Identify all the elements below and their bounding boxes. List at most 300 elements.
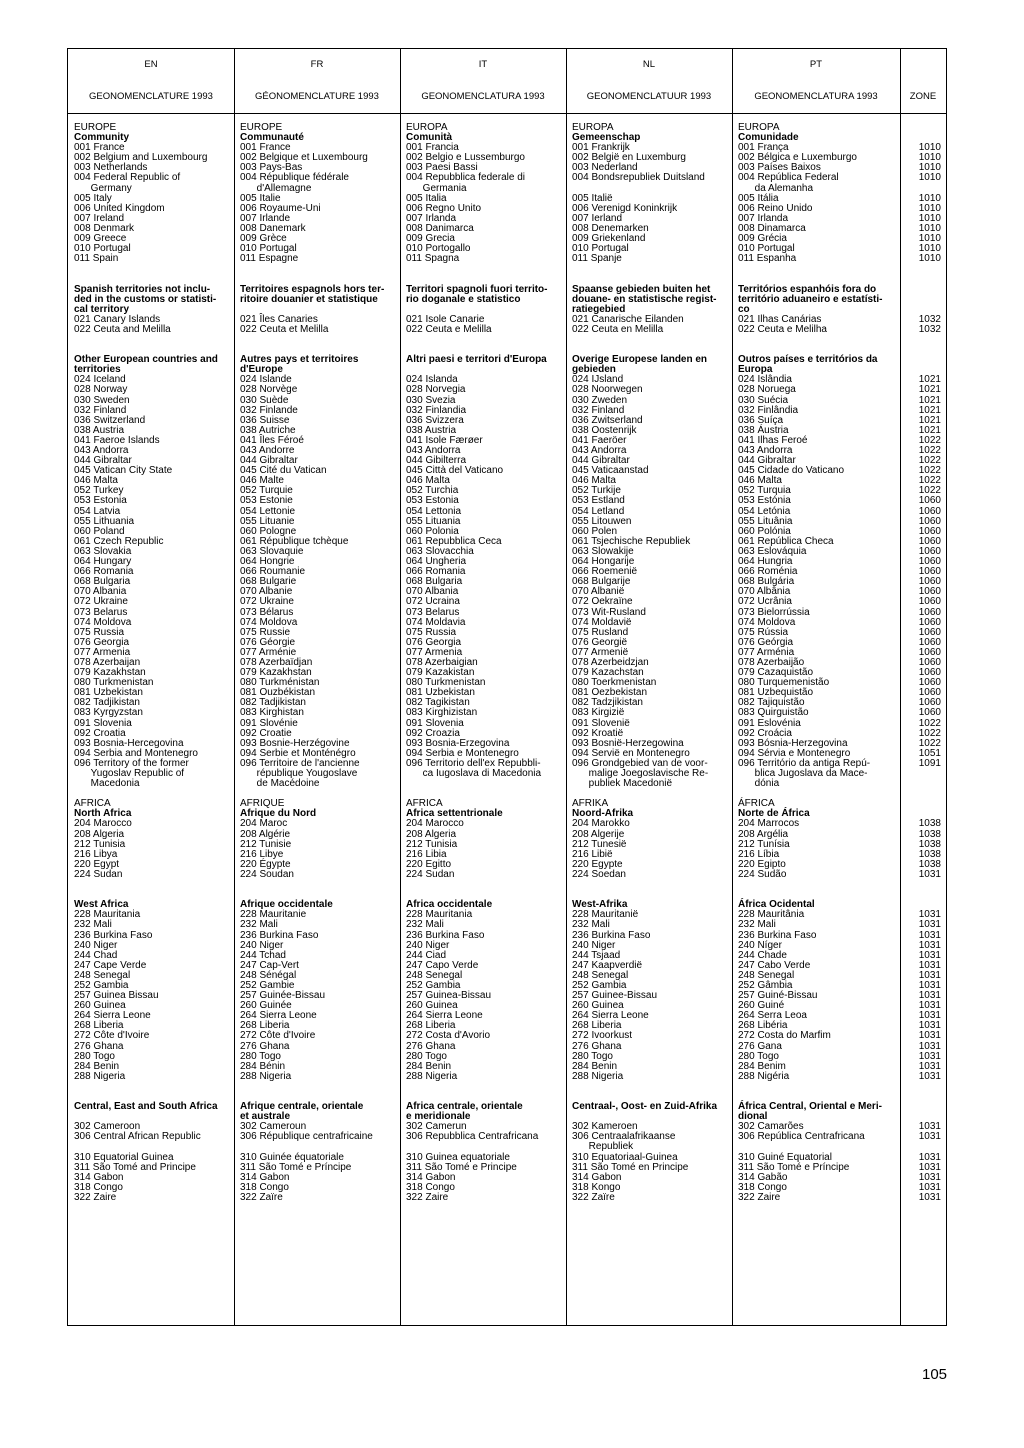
spacer — [738, 335, 882, 345]
page-number: 105 — [922, 1366, 948, 1383]
country-entry: 220 Egipto — [738, 858, 786, 870]
country-entry: 310 Equatorial Guinea — [74, 1151, 174, 1163]
zone-code — [905, 799, 941, 809]
country-entry: 208 Algeria — [406, 828, 457, 840]
country-entry: 314 Gabon — [74, 1171, 124, 1183]
country-entry: 044 Gibraltar — [74, 455, 132, 467]
zone-code: 1010 — [918, 172, 941, 184]
country-entry: 082 Tadjikistan — [240, 697, 306, 709]
country-entry: 078 Azerbaijan — [74, 656, 141, 668]
country-entry: 053 Estonia — [74, 495, 127, 507]
country-entry: 036 Svizzera — [406, 414, 464, 426]
country-entry: 061 République tchèque — [240, 535, 349, 547]
section-heading: rio doganale e statistico — [406, 293, 521, 305]
country-entry: 028 Noorwegen — [572, 384, 643, 396]
country-entry: 244 Chad — [74, 949, 118, 961]
country-entry: 094 Serbia e Montenegro — [406, 747, 519, 759]
zone-code — [905, 1102, 941, 1112]
country-entry: 284 Benim — [738, 1060, 786, 1072]
country-entry: 306 Centraalafrikaanse — [572, 1131, 676, 1143]
country-entry: 244 Tsjaad — [572, 949, 621, 961]
country-entry: 272 Ivoorkust — [572, 1030, 633, 1042]
country-entry: 252 Gambia — [572, 979, 627, 991]
country-entry: 078 Azerbeidzjan — [572, 656, 649, 668]
country-entry: 216 Libia — [406, 848, 447, 860]
country-entry: 066 Roménia — [738, 566, 798, 578]
country-entry: 046 Malta — [572, 475, 616, 487]
country-entry: 228 Mauritania — [406, 909, 473, 921]
zone-code — [905, 295, 941, 305]
country-entry: 021 Îles Canaries — [240, 313, 318, 325]
country-entry: 030 Zweden — [572, 394, 628, 406]
country-entry: 240 Niger — [572, 939, 616, 951]
zone-header: ZONE — [909, 91, 937, 102]
section-heading: Overige Europese landen en — [572, 354, 708, 366]
country-entry: 311 São Tomé e Príncipe — [240, 1161, 352, 1173]
country-entry: 001 Frankrijk — [572, 142, 630, 154]
country-entry: 008 Denmark — [74, 222, 135, 234]
country-entry: 038 Oostenrijk — [572, 424, 637, 436]
section-heading: Territori spagnoli fuori territo- — [406, 283, 548, 295]
country-entry: 007 Irlanda — [406, 212, 457, 224]
country-entry: 280 Togo — [738, 1050, 779, 1062]
country-entry: 318 Congo — [240, 1181, 289, 1193]
country-entry: 208 Algérie — [240, 828, 291, 840]
country-entry: 248 Senegal — [738, 969, 795, 981]
country-entry: 091 Slovenia — [406, 717, 464, 729]
country-entry: 284 Benin — [74, 1060, 120, 1072]
country-entry: 288 Nigéria — [738, 1070, 790, 1082]
country-entry: 204 Marrocos — [738, 818, 800, 830]
country-entry: 036 Zwitserland — [572, 414, 643, 426]
country-entry: 041 Ilhas Feroé — [738, 434, 808, 446]
country-entry: 076 Georgië — [572, 636, 628, 648]
zone-code: 1060 — [918, 505, 941, 517]
country-entry: 008 Danemark — [240, 222, 306, 234]
country-entry: 011 Spain — [74, 253, 119, 265]
section-heading: West Africa — [74, 899, 129, 911]
country-entry: 082 Tadjikistan — [74, 697, 140, 709]
country-entry: 083 Kirghistan — [240, 707, 304, 719]
zone-code: 1022 — [918, 717, 941, 729]
country-entry: 079 Cazaquistão — [738, 667, 814, 679]
section-heading: Other European countries and — [74, 354, 218, 366]
spacer — [572, 880, 717, 890]
nomenclature-header-it: GEONOMENCLATURA 1993 — [421, 91, 545, 102]
country-entry: 038 Austria — [74, 424, 125, 436]
country-entry: da Alemanha — [738, 182, 814, 194]
country-entry: 247 Kaapverdië — [572, 959, 643, 971]
country-entry: 306 República Centrafricana — [738, 1131, 865, 1143]
country-entry: 247 Cabo Verde — [738, 959, 811, 971]
country-entry: 001 Francia — [406, 142, 459, 154]
spacer — [572, 335, 717, 345]
country-entry: 248 Senegal — [572, 969, 629, 981]
country-entry: 236 Burkina Faso — [240, 929, 319, 941]
zone-code: 1031 — [918, 909, 941, 921]
country-entry: 073 Bélarus — [240, 606, 294, 618]
table-frame — [67, 48, 947, 1326]
country-entry: 077 Armenië — [572, 646, 629, 658]
country-entry: 076 Geórgia — [738, 636, 794, 648]
zone-code: 1060 — [918, 636, 941, 648]
country-entry: 063 Slovacchia — [406, 545, 474, 557]
country-entry: 288 Nigeria — [74, 1070, 126, 1082]
section-heading: África Central, Oriental e Meri- — [738, 1101, 882, 1113]
country-entry: 096 Territoire de l'ancienne — [240, 757, 360, 769]
country-entry: 077 Arménie — [240, 646, 297, 658]
country-entry: 054 Lettonie — [240, 505, 296, 517]
country-entry: 096 Território da antiga Repú- — [738, 757, 871, 769]
country-entry: 220 Egypt — [74, 858, 120, 870]
country-entry: 216 Libië — [572, 848, 613, 860]
country-entry: 055 Lituanie — [240, 515, 295, 527]
zone-code: 1022 — [918, 445, 941, 456]
country-entry: 080 Turquemenistão — [738, 677, 830, 689]
country-entry: 212 Tunesië — [572, 838, 627, 850]
country-entry: 224 Sudan — [74, 868, 123, 880]
country-entry: 276 Ghana — [74, 1040, 124, 1052]
country-entry: 204 Maroc — [240, 818, 288, 830]
section-heading: Spanish territories not inclu- — [74, 283, 211, 295]
country-entry: blica Jugoslava da Mace- — [738, 768, 868, 779]
zone-code: 1031 — [918, 1191, 941, 1203]
country-entry: 075 Russie — [240, 626, 291, 638]
country-entry: 072 Ucrânia — [738, 596, 792, 608]
country-entry: 022 Ceuta et Melilla — [240, 323, 329, 335]
country-entry: 228 Mauritanie — [240, 909, 307, 921]
country-entry: 094 Sérvia e Montenegro — [738, 747, 851, 759]
country-entry: 060 Poland — [74, 525, 125, 537]
country-entry: 043 Andorra — [738, 445, 793, 456]
country-entry: 053 Estónia — [738, 495, 791, 507]
zone-code: 1010 — [918, 142, 941, 154]
country-entry: 001 France — [240, 142, 291, 154]
country-entry: république Yougoslave — [240, 768, 358, 779]
country-entry: 075 Rússia — [738, 626, 789, 638]
section-heading: Comunità — [406, 132, 453, 144]
country-entry: 091 Slovenia — [74, 717, 132, 729]
country-entry: 006 Regno Unito — [406, 202, 482, 214]
country-entry: 212 Tunisia — [406, 838, 458, 850]
country-entry: 068 Bulgaria — [74, 576, 131, 588]
country-entry: 079 Kazakhstan — [74, 667, 146, 679]
section-heading: Comunidade — [738, 132, 799, 144]
country-entry: 045 Cité du Vatican — [240, 465, 327, 477]
country-entry: 092 Croazia — [406, 727, 460, 739]
section-heading: et australe — [240, 1111, 291, 1123]
country-entry: 260 Guinea — [572, 1000, 624, 1012]
country-entry: 041 Faeroe Islands — [74, 434, 160, 446]
country-entry: Macedonia — [74, 778, 140, 790]
zone-code: 1060 — [918, 697, 941, 709]
country-entry: 036 Suisse — [240, 414, 290, 426]
country-entry: 010 Portogallo — [406, 243, 471, 255]
zone-code: 1022 — [918, 485, 941, 497]
spacer — [572, 264, 717, 274]
country-entry: 044 Gibilterra — [406, 455, 467, 467]
country-entry: 260 Guinea — [74, 1000, 126, 1012]
zone-code — [905, 890, 941, 900]
country-entry: 074 Moldavië — [572, 616, 632, 628]
country-entry: 043 Andorra — [74, 445, 129, 456]
country-entry: 083 Kirgizië — [572, 707, 625, 719]
country-entry: Republiek — [572, 1141, 634, 1153]
country-entry: 075 Russia — [74, 626, 125, 638]
country-entry: 011 Espanha — [738, 253, 797, 265]
country-entry: 002 Belgio e Lussemburgo — [406, 152, 525, 164]
zone-code — [905, 123, 941, 133]
country-entry: 268 Liberia — [572, 1020, 622, 1032]
country-entry: 055 Litouwen — [572, 515, 632, 527]
zone-code — [905, 1082, 941, 1092]
country-entry: 248 Senegal — [74, 969, 131, 981]
section-heading: ded in the customs or statisti- — [74, 293, 217, 305]
spacer — [406, 880, 547, 890]
country-entry: 268 Liberia — [406, 1020, 456, 1032]
country-entry: 046 Malte — [240, 475, 284, 487]
country-entry: 080 Turkménistan — [240, 677, 320, 689]
country-entry: 311 São Tomé e Principe — [406, 1161, 517, 1173]
country-entry: 318 Congo — [406, 1181, 455, 1193]
spacer — [738, 1082, 882, 1092]
country-entry: 314 Gabon — [572, 1171, 622, 1183]
zone-code: 1022 — [918, 434, 941, 446]
spacer — [240, 264, 384, 274]
country-entry: 284 Benin — [406, 1060, 452, 1072]
zone-code: 1021 — [918, 394, 941, 406]
country-entry: 252 Gambia — [406, 979, 461, 991]
zone-code: 1060 — [918, 667, 941, 679]
section-heading: e meridionale — [406, 1111, 471, 1123]
zone-code: 1031 — [918, 1000, 941, 1012]
country-entry: 082 Tadzjikistan — [572, 697, 643, 709]
country-entry: 046 Malta — [74, 475, 118, 487]
country-entry: 092 Croácia — [738, 727, 792, 739]
country-entry: 314 Gabon — [240, 1171, 290, 1183]
country-entry: 240 Niger — [74, 939, 118, 951]
country-entry: 236 Burkina Faso — [572, 929, 651, 941]
country-entry: 032 Finland — [572, 404, 625, 416]
zone-code — [905, 345, 941, 355]
country-entry: 080 Toerkmenistan — [572, 677, 657, 689]
section-heading: África Ocidental — [738, 899, 815, 911]
country-entry: 311 São Tomé e Príncipe — [738, 1161, 850, 1173]
country-entry: 074 Moldavia — [406, 616, 466, 628]
section-heading: Europa — [738, 364, 773, 376]
country-entry: 021 Ilhas Canárias — [738, 313, 822, 325]
country-entry: 252 Gambie — [240, 979, 295, 991]
country-entry: 264 Sierra Leone — [240, 1010, 317, 1022]
country-entry: 268 Liberia — [74, 1020, 124, 1032]
section-heading: Centraal-, Oost- en Zuid-Afrika — [572, 1101, 718, 1113]
country-entry: 028 Norvegia — [406, 384, 466, 396]
lang-header-en: EN — [144, 59, 158, 70]
country-entry: 066 Roemenië — [572, 566, 638, 578]
zone-code: 1038 — [918, 858, 941, 870]
country-entry: 094 Serbia and Montenegro — [74, 747, 198, 759]
country-entry: 074 Moldova — [240, 616, 298, 628]
country-entry: 093 Bósnia-Herzegovina — [738, 737, 848, 749]
country-entry: 079 Kazakistan — [406, 667, 475, 679]
country-entry: 220 Égypte — [240, 858, 291, 870]
section-heading: Afrique centrale, orientale — [240, 1101, 364, 1113]
lang-header-pt: PT — [809, 59, 823, 70]
spacer — [738, 880, 882, 890]
country-entry: 066 Roumanie — [240, 566, 306, 578]
country-entry: 068 Bulgária — [738, 576, 795, 588]
nomenclature-header-pt: GEONOMENCLATURA 1993 — [754, 91, 878, 102]
country-entry: 280 Togo — [74, 1050, 115, 1062]
country-entry: de Macédoine — [240, 778, 320, 790]
country-entry: 004 Repubblica federale di — [406, 172, 525, 184]
country-entry: 306 Repubblica Centrafricana — [406, 1131, 539, 1143]
country-entry: 046 Malta — [738, 475, 782, 487]
country-entry: 038 Autriche — [240, 424, 296, 436]
zone-code: 1021 — [918, 414, 941, 426]
country-entry: 244 Chade — [738, 949, 787, 961]
country-entry: 302 Cameroun — [240, 1121, 307, 1133]
zone-code: 1031 — [918, 990, 941, 1002]
country-entry: 310 Guinée équatoriale — [240, 1151, 344, 1163]
section-heading: North Africa — [74, 808, 132, 820]
spacer — [240, 880, 384, 890]
zone-code: 1031 — [918, 1070, 941, 1082]
country-entry: 054 Lettonia — [406, 505, 462, 517]
country-entry: 268 Liberia — [240, 1020, 290, 1032]
country-entry: 043 Andorra — [406, 445, 461, 456]
country-entry: 092 Kroatië — [572, 727, 624, 739]
country-entry: 009 Grécia — [738, 233, 787, 245]
country-entry: AFRIKA — [572, 798, 609, 810]
spacer — [74, 264, 218, 274]
country-entry: 061 Tsjechische Republiek — [572, 535, 691, 547]
country-entry: 030 Sweden — [74, 394, 130, 406]
section-heading: territories — [74, 364, 121, 376]
section-heading: co — [738, 303, 750, 315]
country-entry: AFRIQUE — [240, 798, 285, 810]
country-entry: 236 Burkina Faso — [74, 929, 153, 941]
country-entry: 257 Guinea Bissau — [74, 990, 159, 1002]
country-entry: AFRICA — [406, 798, 443, 810]
country-entry: 022 Ceuta and Melilla — [74, 323, 171, 335]
country-entry: 073 Belarus — [406, 606, 460, 618]
country-entry: 009 Greece — [74, 233, 127, 245]
country-entry: 052 Turquie — [240, 485, 293, 497]
country-entry: 060 Pologne — [240, 525, 297, 537]
zone-code: 1060 — [918, 515, 941, 527]
country-entry: 001 France — [74, 142, 125, 154]
country-entry: 024 Islândia — [738, 374, 792, 386]
country-entry: 072 Ucraina — [406, 596, 460, 608]
country-entry: 310 Guinea equatoriale — [406, 1151, 510, 1163]
country-entry: 220 Egitto — [406, 858, 452, 870]
country-entry: 032 Finlândia — [738, 404, 799, 416]
zone-code: 1060 — [918, 677, 941, 689]
country-entry: 064 Hungria — [738, 556, 793, 568]
country-entry: 081 Uzbekistan — [406, 687, 475, 699]
zone-code: 1021 — [918, 404, 941, 416]
country-entry: 005 Italië — [572, 192, 613, 204]
country-entry: 276 Ghana — [240, 1040, 290, 1052]
country-entry: 079 Kazakhstan — [240, 667, 312, 679]
country-entry: 257 Guinée-Bissau — [240, 990, 326, 1002]
country-entry: 314 Gabon — [406, 1171, 456, 1183]
zone-code: 1031 — [918, 1131, 941, 1143]
country-entry: 072 Ukraine — [240, 596, 294, 608]
zone-code: 1021 — [918, 374, 941, 386]
country-entry: 010 Portugal — [572, 243, 629, 255]
zone-code: 1031 — [918, 1161, 941, 1173]
zone-code: 1031 — [918, 1010, 941, 1022]
country-entry: 064 Ungheria — [406, 556, 467, 568]
spacer — [74, 335, 218, 345]
country-entry: 008 Danimarca — [406, 222, 474, 234]
country-entry: 094 Serbie et Monténégro — [240, 747, 356, 759]
country-entry: 052 Turkije — [572, 485, 621, 497]
country-entry: 284 Bénin — [240, 1060, 286, 1072]
section-heading: Africa centrale, orientale — [406, 1101, 523, 1113]
country-entry: 280 Togo — [572, 1050, 613, 1062]
zone-code: 1031 — [918, 1171, 941, 1183]
country-entry: 010 Portugal — [240, 243, 297, 255]
country-entry: 208 Argélia — [738, 828, 789, 840]
country-entry: 078 Azerbaijão — [738, 656, 805, 668]
spacer — [406, 264, 547, 274]
country-entry: 216 Libya — [74, 848, 118, 860]
section-heading: Central, East and South Africa — [74, 1101, 218, 1113]
column-divider — [400, 49, 401, 1325]
column-pt — [738, 123, 882, 1203]
country-entry: 272 Côte d'Ivoire — [74, 1030, 150, 1042]
country-entry: 268 Libéria — [738, 1020, 788, 1032]
country-entry: 021 Canary Islands — [74, 313, 161, 325]
country-entry: 004 Federal Republic of — [74, 172, 181, 184]
country-entry: 318 Kongo — [572, 1181, 621, 1193]
country-entry: 007 Irlanda — [738, 212, 789, 224]
country-entry: 076 Georgia — [406, 636, 462, 648]
country-entry: 075 Russia — [406, 626, 457, 638]
country-entry: 038 Áustria — [738, 424, 789, 436]
country-entry: 264 Sierra Leone — [74, 1010, 151, 1022]
country-entry: 070 Albanie — [240, 586, 293, 598]
country-entry: 276 Ghana — [572, 1040, 622, 1052]
country-entry: 204 Marocco — [406, 818, 464, 830]
zone-code: 1010 — [918, 202, 941, 214]
country-entry: 094 Servië en Montenegro — [572, 747, 690, 759]
country-entry: 024 Islande — [240, 374, 292, 386]
section-heading: Noord-Afrika — [572, 808, 634, 820]
spacer — [738, 264, 882, 274]
section-heading: Norte de África — [738, 808, 810, 820]
country-entry: 082 Tagikistan — [406, 697, 470, 709]
country-entry: 310 Guiné Equatorial — [738, 1151, 832, 1163]
zone-code: 1060 — [918, 707, 941, 719]
zone-code: 1010 — [918, 222, 941, 234]
country-entry: 003 Pays-Bas — [240, 162, 303, 174]
country-entry: 240 Níger — [738, 939, 782, 951]
column-zone — [905, 123, 941, 1203]
country-entry: 248 Sénégal — [240, 969, 297, 981]
zone-code: 1060 — [918, 626, 941, 638]
country-entry: 264 Serra Leoa — [738, 1010, 807, 1022]
country-entry: 064 Hongarije — [572, 556, 635, 568]
country-entry: 078 Azerbaïdjan — [240, 656, 313, 668]
zone-code: 1031 — [918, 959, 941, 971]
country-entry: dónia — [738, 778, 780, 790]
country-entry: 302 Kameroen — [572, 1121, 638, 1133]
country-entry: 007 Ireland — [74, 212, 125, 224]
